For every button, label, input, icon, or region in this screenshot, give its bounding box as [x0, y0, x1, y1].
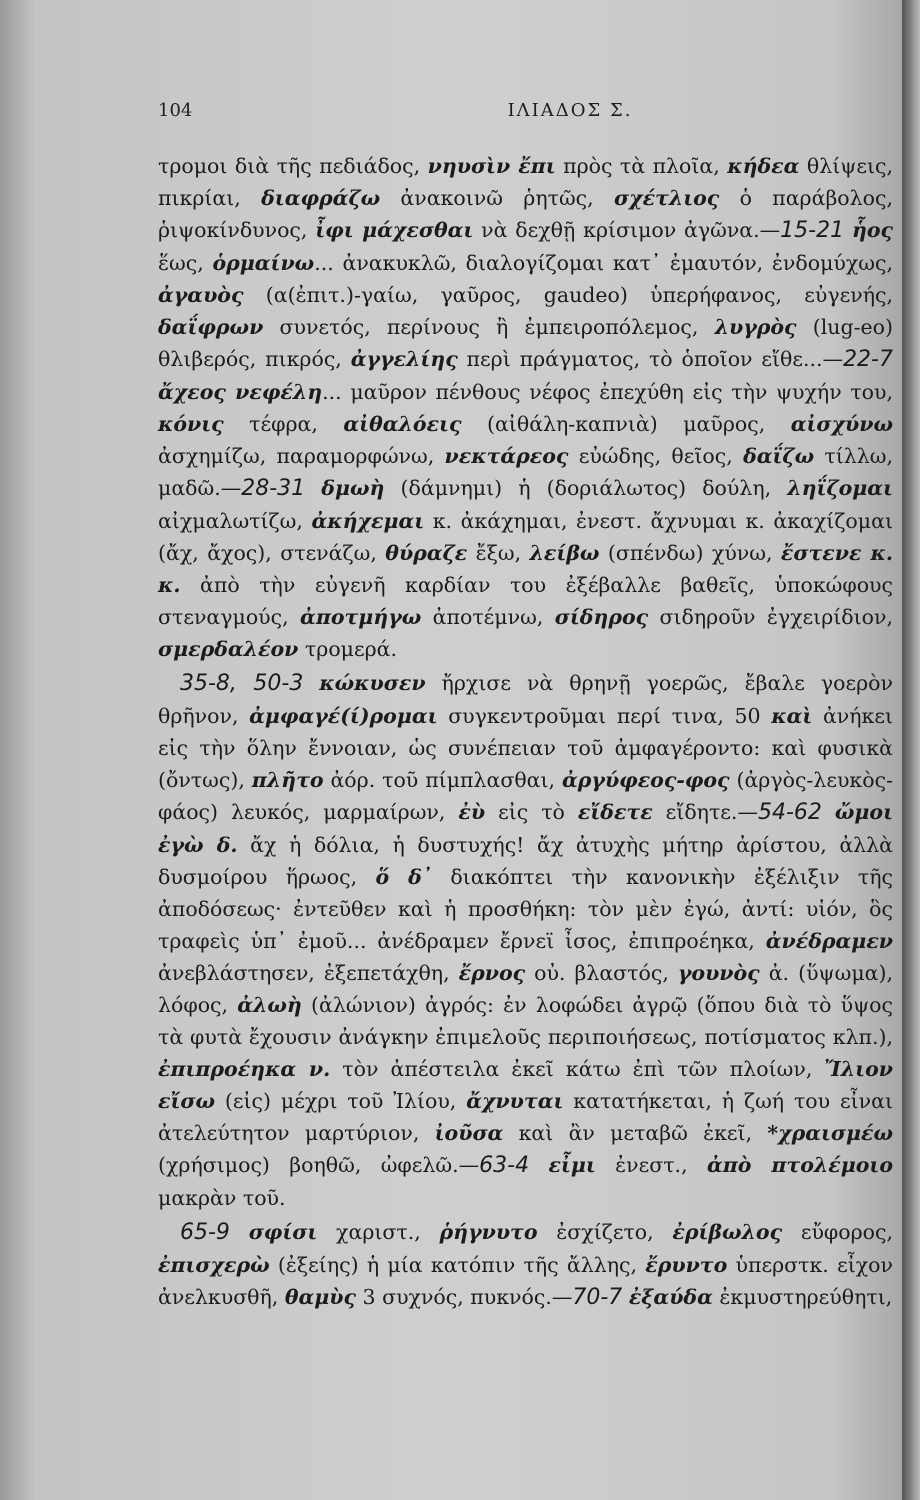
gloss-text: (lug-eo) θλιβερός, πικρός, [158, 315, 893, 371]
headword: ἀργύφεος-φος [562, 768, 730, 792]
headword: ἀκήχεμαι [311, 509, 425, 533]
gloss-text: ὁ παράβολος, ῥιψοκίνδυνος, [158, 186, 893, 242]
headword: ἔρνος [458, 961, 526, 985]
gloss-text [303, 671, 319, 695]
gloss-text: (ἐξείης) ἡ μία κατόπιν τῆς ἄλλης, [269, 1253, 646, 1277]
headword: ἀγγελίης [350, 347, 458, 371]
headword: σφίσι [248, 1220, 318, 1244]
gloss-text: συνετός, περίνους ἢ ἐμπειροπόλεμος, [263, 315, 715, 339]
headword: λυγρὸς [714, 315, 797, 339]
gloss-text: ἐνεστ., [595, 1153, 707, 1177]
headword: εἴδετε [577, 800, 653, 824]
headword: ὁρμαίνω [212, 251, 315, 275]
headword: κώκυσεν [319, 671, 426, 695]
gloss-text: ὑπερστκ. εἶχον ἀνελκυσθῆ, [158, 1253, 893, 1309]
gloss-text: τέφρα, [223, 412, 344, 436]
headword: ἐπισχερὼ [158, 1253, 270, 1277]
page-number: 104 [158, 100, 193, 121]
gloss-text: διακόπτει τὴν κανονικὴν ἐξέλιξιν τῆς ἀποδόσεως· ἐντεῦθεν καὶ ἡ προσθήκη: τὸν μὲν ἐγώ, ἀντί: υἱόν, ὃς τραφεὶς ὑπ᾽ ἐμοῦ... ἀνέδραμεν ἔρνεϊ ἶσος, ἐπιπροέηκα, [158, 865, 894, 953]
line-reference: 15-21 [780, 218, 845, 243]
headword: Ἴλιον εἴσω [158, 1057, 893, 1113]
gloss-text: αἰχμαλωτίζω, [158, 509, 312, 533]
headword: ὤμοι ἐγὼ δ. [158, 800, 894, 857]
gloss-text: (εἰς) μέχρι τοῦ Ἰλίου, [215, 1089, 467, 1113]
headword: ἐξαύδα [628, 1285, 713, 1309]
headword: αἰσχύνω [790, 412, 893, 436]
headword: ἀγαυὸς [158, 283, 244, 307]
paragraph [158, 1216, 893, 1314]
running-title: ΙΛΙΑΔΟΣ Σ. [507, 100, 633, 121]
headword: δμωὴ [321, 476, 385, 500]
headword: αἰθαλόεις [343, 412, 462, 436]
page-header [158, 100, 862, 130]
gloss-text: σιδηροῦν ἐγχειρίδιον, [648, 605, 894, 629]
headword: κόνις [158, 412, 224, 436]
headword: δαΐφρων [158, 315, 264, 339]
page-edge [902, 0, 920, 1500]
gloss-text: ἀπὸ τὴν εὐγενῆ καρδίαν του ἐξέβαλλε βαθεῖς, ὑποκώφους στεναγμούς, [158, 573, 893, 629]
gloss-text: χαριστ., [317, 1220, 440, 1244]
headword: θαμὺς [284, 1285, 357, 1309]
gloss-text: ἐκμυστηρεύθητι, [712, 1285, 893, 1309]
gloss-text: (σπένδω) χύνω, [599, 541, 781, 565]
headword: σχέτλιος [613, 186, 720, 210]
headword: πλῆτο [251, 768, 324, 792]
gloss-text: πρὸς τὰ πλοῖα, [555, 154, 728, 178]
gloss-text: ἕως, [158, 251, 213, 275]
gloss-text: (ἀργὸς-λευκὸς-φάος) λευκός, μαρμαίρων, [158, 768, 893, 824]
gloss-text: ... ἀνακυκλῶ, διαλογίζομαι κατ᾽ ἐμαυτόν, ἐνδομύχως, [314, 251, 893, 275]
gloss-text: κ. ἀκάχημαι, ἐνεστ. ἄχνυμαι κ. ἀκαχίζομαι (ἄχ, ἄχος), στενάζω, [158, 509, 893, 565]
headword: καὶ [771, 704, 813, 728]
headword: κήδεα [727, 154, 800, 178]
gloss-text: ἀ. (ὕψωμα), λόφος, [158, 961, 894, 1017]
gloss-text [822, 800, 835, 824]
gloss-text [305, 476, 321, 500]
gloss-text: (χρήσιμος) βοηθῶ, ὠφελῶ.— [158, 1153, 480, 1177]
headword: ἔρυντο [645, 1253, 728, 1277]
gloss-text: ἀνεβλάστησεν, ἐξεπετάχθη, [158, 961, 459, 985]
gloss-text: συγκεντροῦμαι περί τινα, 50 [437, 704, 772, 728]
commentary-text [158, 150, 893, 1314]
headword: ἀμφαγέ(ί)ρομαι [249, 704, 438, 728]
gloss-text: ἔξω, [467, 541, 530, 565]
gloss-text: ἀνακοινῶ ῥητῶς, [380, 186, 614, 210]
gloss-text: ἀνήκει εἰς τὴν ὅλην ἔννοιαν, ὡς συνέπειαν τοῦ ἀμφαγέροντο: καὶ φυσικὰ (ὄντως), [158, 704, 893, 792]
headword: νηυσὶν ἔπι [427, 154, 556, 178]
gloss-text: ἀσχημίζω, παραμορφώνω, [158, 444, 445, 468]
line-reference: 70-7 [572, 1285, 623, 1310]
line-reference: 35-8, 50-3 [180, 671, 304, 696]
gloss-text: θλίψεις, πικρίαι, [158, 154, 893, 210]
gloss-text: εἴδητε.— [652, 800, 758, 824]
headword: λείβω [529, 541, 600, 565]
paragraph [158, 667, 893, 1214]
headword: ἄχεος νεφέλη [158, 380, 323, 404]
headword: εἶμι [548, 1153, 596, 1177]
paragraph [158, 150, 893, 665]
headword: ἶφι μάχεσθαι [315, 218, 474, 242]
gloss-text: οὐ. βλαστός, [525, 961, 678, 985]
line-reference: 22-7 [843, 347, 893, 372]
gloss-text: ... μαῦρον πένθους νέφος ἐπεχύθη εἰς τὴν ψυχήν του, [322, 380, 893, 404]
gloss-text: εὔφορος, [782, 1220, 894, 1244]
headword: ἐὺ [458, 800, 486, 824]
gloss-text: (αἰθάλη-καπνιὰ) μαῦρος, [461, 412, 791, 436]
line-reference: 54-62 [757, 800, 822, 825]
gloss-text [529, 1153, 548, 1177]
gloss-text: (ἀλώνιον) ἀγρός: ἐν λοφώδει ἀγρῷ (ὅπου διὰ τὸ ὕψος τὰ φυτὰ ἔχουσιν ἀνάγκην ἐπιμελοῦς περιποιήσεως, ποτίσματος κλπ.), [158, 993, 893, 1049]
headword: *χραισμέω [767, 1121, 893, 1145]
headword: ῥήγνυτο [439, 1220, 538, 1244]
line-reference: 63-4 [479, 1153, 530, 1178]
gloss-text: ἤρχισε νὰ θρηνῇ γοερῶς, ἔβαλε γοερὸν θρῆνον, [158, 671, 893, 728]
gloss-text: ἀόρ. τοῦ πίμπλασθαι, [323, 768, 562, 792]
gloss-text: μακρὰν τοῦ. [158, 1186, 286, 1210]
headword: δαΐζω [743, 444, 815, 468]
gloss-text: περὶ πράγματος, τὸ ὁποῖον εἴθε...— [457, 347, 844, 371]
headword: σίδηρος [554, 605, 649, 629]
headword: ἄχνυται [466, 1089, 564, 1113]
headword: ἀνέδραμεν [765, 929, 893, 953]
headword: ὅ δ᾽ [375, 865, 432, 889]
headword: ἀλωὴ [237, 993, 302, 1017]
gloss-text: τρομοι διὰ τῆς πεδιάδος, [158, 154, 428, 178]
gloss-text: εὐώδης, θεῖος, [568, 444, 744, 468]
gloss-text: τίλλω, μαδῶ.— [158, 444, 893, 500]
headword: ἀπὸ πτολέμοιο [706, 1153, 893, 1177]
gloss-text: καὶ ἂν μεταβῶ ἐκεῖ, [503, 1121, 768, 1145]
headword: γουνὸς [677, 961, 760, 985]
gloss-text [844, 218, 852, 242]
gloss-text: 3 συχνός, πυκνός.— [356, 1285, 573, 1309]
headword: ἐρίβωλος [672, 1220, 783, 1244]
headword: ἀποτμήγω [300, 605, 422, 629]
headword: ἐπιπροέηκα ν. [158, 1057, 331, 1081]
headword: νεκτάρεος [444, 444, 569, 468]
gloss-text: νὰ δεχθῇ κρίσιμον ἀγῶνα.— [473, 218, 781, 242]
gloss-text: (δάμνημι) ἡ (δοριάλωτος) δούλη, [384, 476, 788, 500]
gloss-text: ἐσχίζετο, [537, 1220, 673, 1244]
gloss-text: κατατήκεται, ἡ ζωή του εἶναι ἀτελεύτητον μαρτύριον, [158, 1089, 893, 1145]
headword: σμερδαλέον [158, 637, 299, 661]
headword: ληΐζομαι [787, 476, 893, 500]
gloss-text: (α(ἐπιτ.)-γαίω, γαῦρος, gaudeo) ὑπερήφανος, εὐγενής, [243, 283, 893, 307]
gloss-text: εἰς τὸ [485, 800, 578, 824]
gloss-text [230, 1220, 249, 1244]
headword: ἧος [851, 218, 894, 242]
gloss-text: ἀποτέμνω, [421, 605, 555, 629]
gloss-text: τὸν ἀπέστειλα ἐκεῖ κάτω ἐπὶ τῶν πλοίων, [330, 1057, 825, 1081]
headword: διαφράζω [261, 186, 381, 210]
headword: ἰοῦσα [434, 1121, 504, 1145]
gloss-text: τρομερά. [298, 637, 398, 661]
line-reference: 28-31 [241, 476, 306, 501]
line-reference: 65-9 [180, 1220, 230, 1245]
headword: θύραζε [385, 541, 468, 565]
gloss-text: ἄχ ἡ δόλια, ἡ δυστυχής! ἄχ ἀτυχὴς μήτηρ ἀρίστου, ἀλλὰ δυσμοίρου ἥρωος, [158, 833, 894, 889]
headword: ἔστενε κ. κ. [158, 541, 893, 597]
